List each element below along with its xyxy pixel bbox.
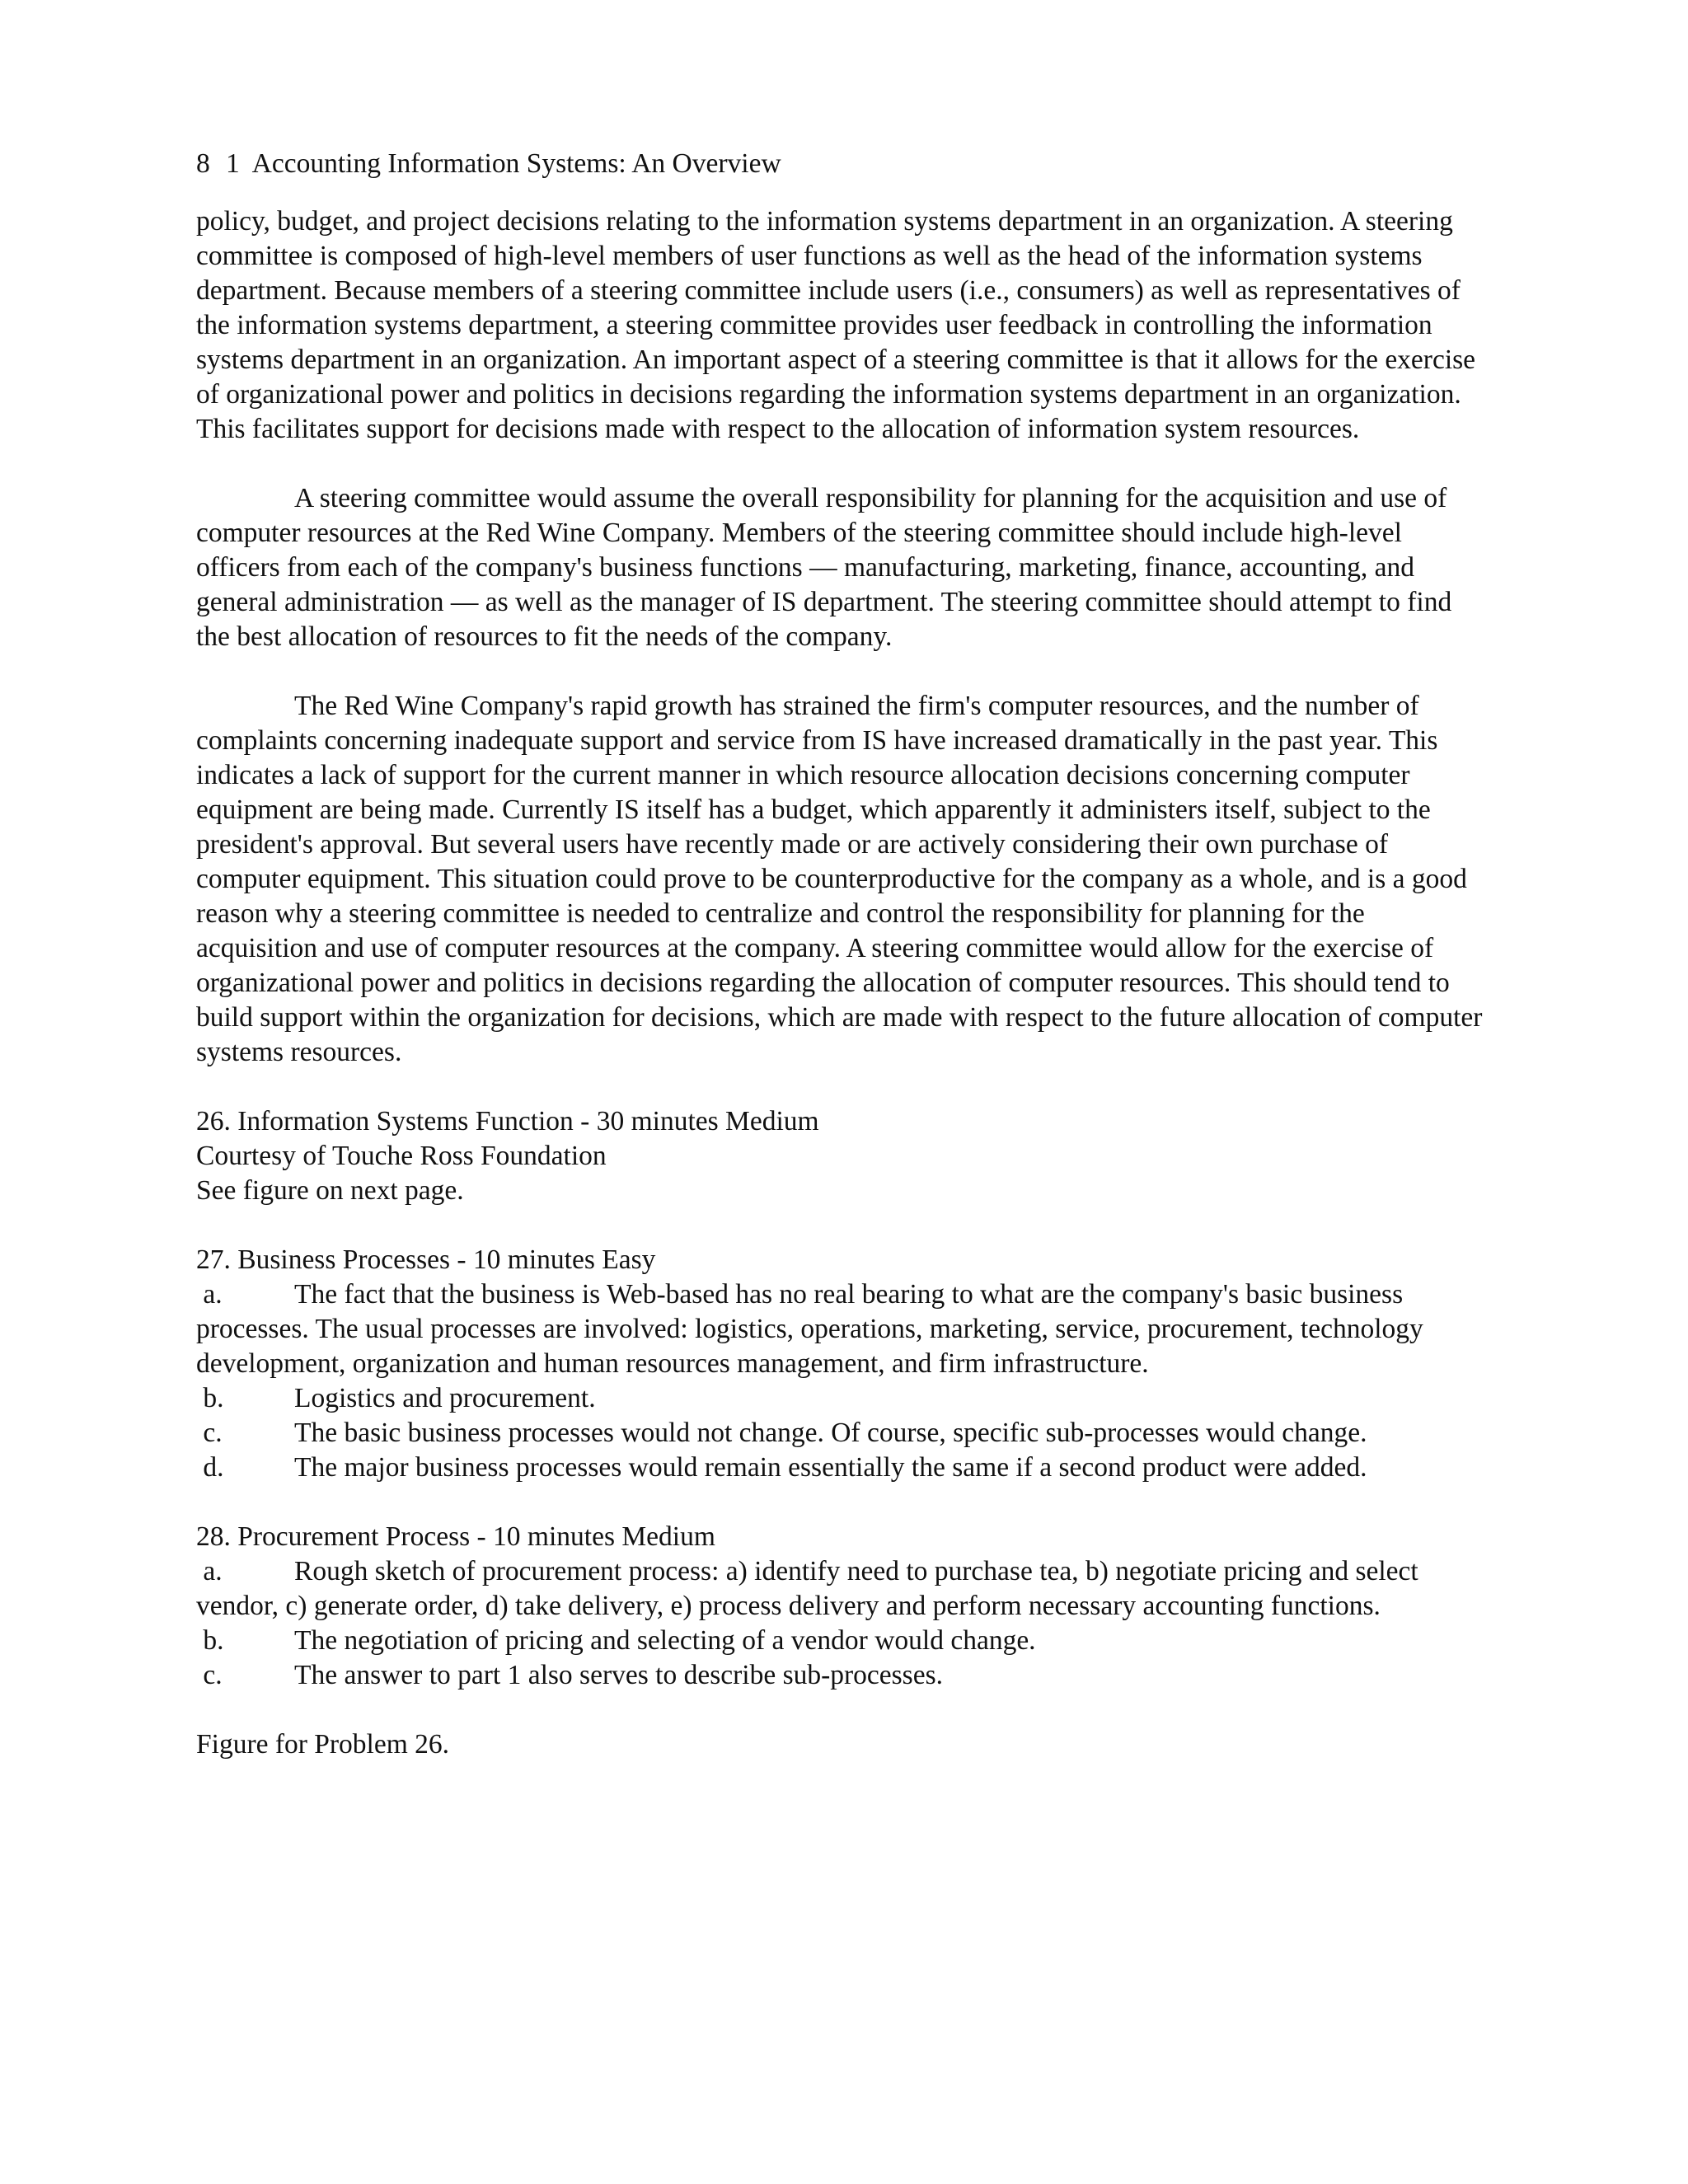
list-item-text: Logistics and procurement. xyxy=(294,1383,596,1413)
list-marker: a. xyxy=(196,1279,223,1310)
list-item xyxy=(196,1554,1492,1624)
list-item-text: The fact that the business is Web-based has no real bearing to what are the company's basic business processes. The usual processes are involved: logistics, operations, marketing, service, procurement, technology development, organization and human resources management, and firm infrastructure. xyxy=(196,1279,1423,1379)
list-item-text: The negotiation of pricing and selecting of a vendor would change. xyxy=(294,1625,1036,1656)
list-marker: b. xyxy=(196,1383,224,1413)
list-item xyxy=(196,1416,1492,1451)
problem-28 xyxy=(196,1520,1492,1693)
problem-27 xyxy=(196,1243,1492,1485)
page-number: 8 xyxy=(196,148,210,179)
list-marker: c. xyxy=(196,1418,223,1448)
list-item xyxy=(196,1381,1492,1416)
list-item xyxy=(196,1277,1492,1381)
list-item-text: The basic business processes would not change. Of course, specific sub-processes would change. xyxy=(294,1418,1367,1448)
list-marker: a. xyxy=(196,1556,223,1586)
problem-26-note: See figure on next page. xyxy=(196,1175,464,1206)
list-item xyxy=(196,1658,1492,1693)
figure-caption: Figure for Problem 26. xyxy=(196,1729,450,1760)
problem-27-heading: 27. Business Processes - 10 minutes Easy xyxy=(196,1244,656,1275)
paragraph-red-wine-growth: The Red Wine Company's rapid growth has strained the firm's computer resources, and the number of complaints concerning inadequate support and service from IS have increased dramatically in the past year. This indicates a lack of support for the current manner in which resource allocation decisions concerning computer equipment are being made. Currently IS itself has a budget, which apparently it administers itself, subject to the president's approval. But several users have recently made or are actively considering their own purchase of computer equipment. This situation could prove to be counterproductive for the company as a whole, and is a good reason why a steering committee is needed to centralize and control the responsibility for planning for the acquisition and use of computer resources at the company. A steering committee would allow for the exercise of organizational power and politics in decisions regarding the allocation of computer resources. This should tend to build support within the organization for decisions, which are made with respect to the future allocation of computer systems resources. xyxy=(196,691,1483,1067)
list-item-text: Rough sketch of procurement process: a) identify need to purchase tea, b) negotiate pricing and select vendor, c) generate order, d) take delivery, e) process delivery and perform necessary accounting functions. xyxy=(196,1556,1418,1621)
list-item-text: The answer to part 1 also serves to describe sub-processes. xyxy=(294,1660,944,1690)
chapter-title: 1 Accounting Information Systems: An Overview xyxy=(226,148,781,179)
document-page xyxy=(196,147,1492,1762)
problem-26-heading: 26. Information Systems Function - 30 minutes Medium xyxy=(196,1106,819,1137)
problem-26 xyxy=(196,1104,1492,1208)
paragraph-steering-committee-definition: policy, budget, and project decisions relating to the information systems department in an organization. A steering committee is composed of high-level members of user functions as well as the head of the information systems department. Because members of a steering committee include users (i.e., consumers) as well as representatives of the information systems department, a steering committee provides user feedback in controlling the information systems department in an organization. An important aspect of a steering committee is that it allows for the exercise of organizational power and politics in decisions regarding the information systems department in an organization. This facilitates support for decisions made with respect to the allocation of information system resources. xyxy=(196,206,1476,444)
list-item xyxy=(196,1451,1492,1485)
list-marker: b. xyxy=(196,1625,224,1656)
list-marker: d. xyxy=(196,1452,224,1483)
list-marker: c. xyxy=(196,1660,223,1690)
problem-28-heading: 28. Procurement Process - 10 minutes Medium xyxy=(196,1521,715,1552)
list-item-text: The major business processes would remain essentially the same if a second product were added. xyxy=(294,1452,1367,1483)
problem-26-courtesy: Courtesy of Touche Ross Foundation xyxy=(196,1141,607,1171)
list-item xyxy=(196,1624,1492,1658)
paragraph-steering-committee-role: A steering committee would assume the overall responsibility for planning for the acquisition and use of computer resources at the Red Wine Company. Members of the steering committee should include high-level officers from each of the company's business functions — manufacturing, marketing, finance, accounting, and general administration — as well as the manager of IS department. The steering committee should attempt to find the best allocation of resources to fit the needs of the company. xyxy=(196,483,1452,652)
running-header xyxy=(196,147,1492,181)
